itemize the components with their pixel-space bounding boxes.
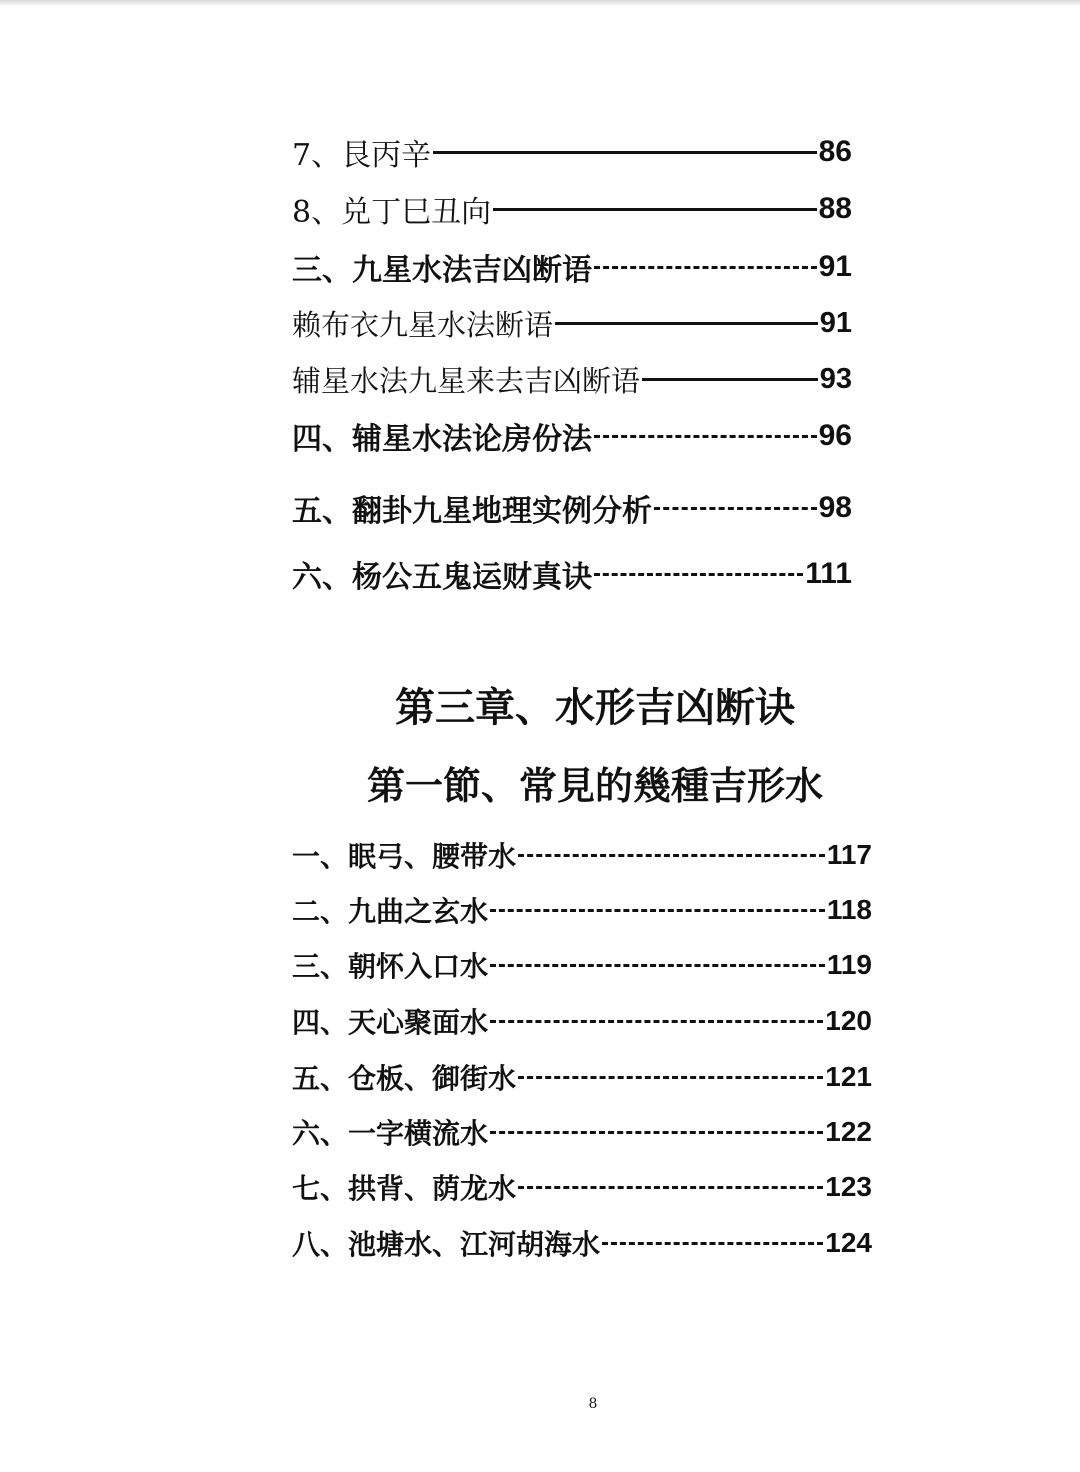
toc-entry-label: 8、兑丁巳丑向 <box>292 195 492 230</box>
toc-entry <box>292 130 852 174</box>
toc-entry-page: 86 <box>818 135 852 168</box>
toc-leader <box>518 854 825 857</box>
toc-leader <box>594 266 817 269</box>
toc-entry-page: 119 <box>826 949 872 980</box>
toc-leader <box>654 507 817 510</box>
page-number: 8 <box>588 1396 598 1412</box>
toc-entry <box>292 1165 872 1209</box>
toc-entry <box>292 486 852 530</box>
toc-entry-label: 六、杨公五鬼运财真诀 <box>292 560 592 595</box>
toc-entry-label: 7、艮丙辛 <box>292 138 432 173</box>
toc-entry-page: 120 <box>825 1005 872 1036</box>
toc-leader <box>490 964 825 967</box>
toc-entry-page: 96 <box>818 419 852 452</box>
toc-leader <box>490 1020 823 1023</box>
toc-entry-label: 八、池塘水、江河胡海水 <box>292 1228 601 1261</box>
toc-entry-label: 三、九星水法吉凶断语 <box>292 253 592 288</box>
toc-leader <box>490 909 825 912</box>
toc-entry-label: 三、朝怀入口水 <box>292 950 489 983</box>
toc-leader <box>594 435 817 438</box>
toc-entry-page: 88 <box>818 192 852 225</box>
toc-leader <box>642 378 818 381</box>
toc-entry-label: 四、辅星水法论房份法 <box>292 422 592 457</box>
toc-entry-page: 91 <box>819 306 852 339</box>
toc-entry-label: 一、眠弓、腰带水 <box>292 840 517 873</box>
toc-leader <box>518 1076 823 1079</box>
toc-entry <box>292 357 852 401</box>
toc-entry-page: 121 <box>825 1061 872 1092</box>
scan-edge <box>0 0 1080 6</box>
chapter-title: 第三章、水形吉凶断诀 <box>395 685 795 731</box>
toc-entry <box>292 1055 872 1099</box>
toc-entry-label: 七、拱背、荫龙水 <box>292 1172 517 1205</box>
toc-entry <box>292 943 872 987</box>
toc-entry-page: 117 <box>826 839 872 870</box>
toc-entry-page: 118 <box>826 894 872 925</box>
toc-entry <box>292 301 852 345</box>
toc-entry <box>292 187 852 231</box>
toc-entry-label: 二、九曲之玄水 <box>292 895 489 928</box>
toc-entry-page: 122 <box>825 1116 872 1147</box>
toc-entry <box>292 245 852 289</box>
toc-entry-label: 赖布衣九星水法断语 <box>292 307 554 342</box>
toc-entry-page: 124 <box>825 1227 872 1258</box>
toc-entry <box>292 888 872 932</box>
toc-leader <box>602 1242 823 1245</box>
toc-leader <box>490 1131 823 1134</box>
toc-entry-page: 93 <box>819 362 852 395</box>
toc-entry <box>292 1221 872 1265</box>
toc-entry-label: 五、仓板、御街水 <box>292 1062 517 1095</box>
toc-leader <box>433 151 817 154</box>
toc-leader <box>594 573 803 576</box>
toc-entry-label: 六、一字横流水 <box>292 1117 489 1150</box>
toc-entry <box>292 1110 872 1154</box>
section-title: 第一節、常見的幾種吉形水 <box>366 764 823 808</box>
toc-entry <box>292 833 872 877</box>
toc-leader <box>493 208 817 211</box>
toc-entry <box>292 414 852 458</box>
toc-entry-page: 91 <box>818 250 852 283</box>
toc-entry <box>292 999 872 1043</box>
toc-entry-label: 四、天心聚面水 <box>292 1006 489 1039</box>
toc-entry-label: 辅星水法九星来去吉凶断语 <box>292 363 641 398</box>
toc-leader <box>518 1186 823 1189</box>
toc-leader <box>555 322 818 325</box>
toc-entry-page: 98 <box>818 491 852 524</box>
toc-entry-page: 123 <box>825 1171 872 1202</box>
toc-entry-label: 五、翻卦九星地理实例分析 <box>292 494 652 529</box>
toc-entry-page: 111 <box>805 557 852 590</box>
toc-entry <box>292 552 852 596</box>
